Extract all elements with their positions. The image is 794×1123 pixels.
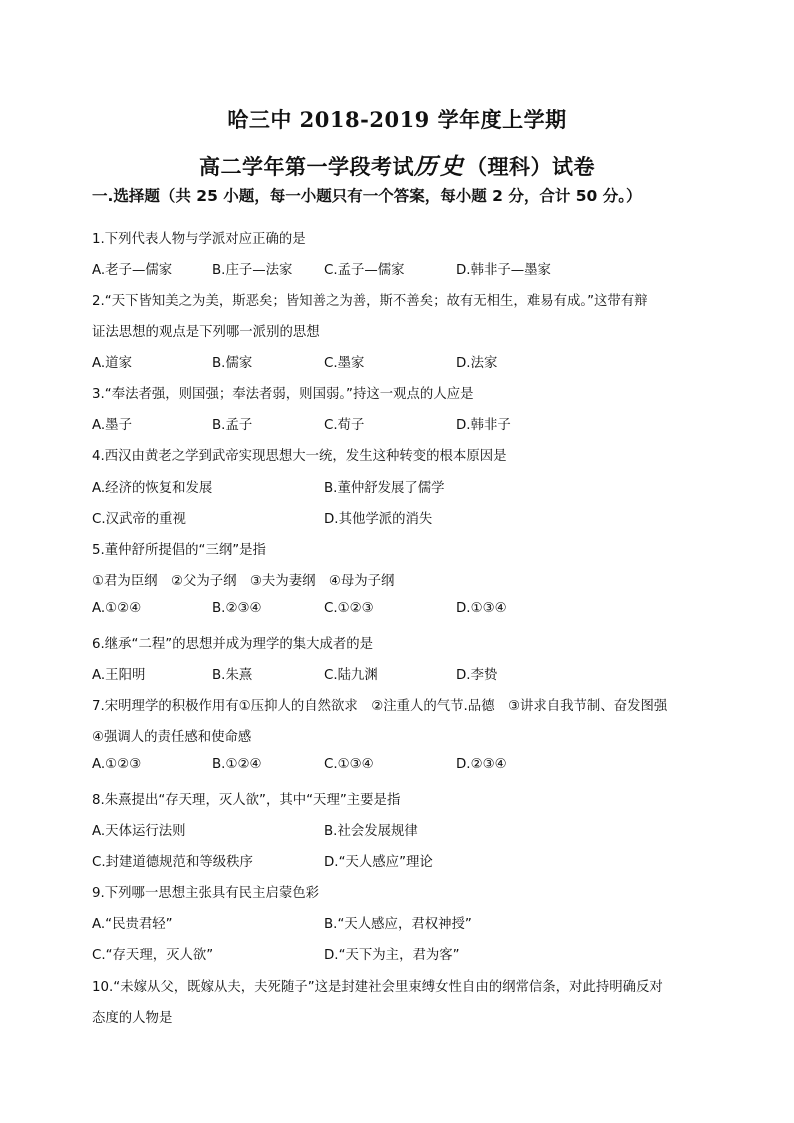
question-6-option-d: D.李贽 xyxy=(456,668,498,683)
question-5-items: ①君为臣纲 ②父为子纲 ③夫为妻纲 ④母为子纲 xyxy=(92,574,395,589)
question-7-stem: 7.宋明理学的积极作用有①压抑人的自然欲求 ②注重人的气节.品德 ③讲求自我节制、奋发图强 xyxy=(92,699,668,714)
question-9-option-c: C.“存天理，灭人欲” xyxy=(92,948,214,963)
question-4-option-a: A.经济的恢复和发展 xyxy=(92,481,213,496)
question-3-option-a: A.墨子 xyxy=(92,418,132,433)
exam-title-suffix: （理科）试卷 xyxy=(466,154,595,179)
question-9-option-b: B.“天人感应，君权神授” xyxy=(324,917,472,932)
question-10-stem: 10.“未嫁从父，既嫁从夫，夫死随子”这是封建社会里束缚女性自由的纲常信条，对此持明确反对 xyxy=(92,980,663,995)
question-5-option-b: B.②③④ xyxy=(212,601,262,616)
question-8-option-d: D.“天人感应”理论 xyxy=(324,855,433,870)
question-3-stem: 3.“奉法者强，则国强；奉法者弱，则国弱。”持这一观点的人应是 xyxy=(92,387,474,402)
question-9-option-a: A.“民贵君轻” xyxy=(92,917,173,932)
section-heading: 一.选择题（共 25 小题，每一小题只有一个答案，每小题 2 分，合计 50 分。） xyxy=(92,187,642,205)
question-1-stem: 1.下列代表人物与学派对应正确的是 xyxy=(92,232,306,247)
question-1-option-a: A.老子—儒家 xyxy=(92,263,173,278)
question-2-option-a: A.道家 xyxy=(92,356,132,371)
question-1-option-b: B.庄子—法家 xyxy=(212,263,293,278)
question-7-stem-cont: ④强调人的责任感和使命感 xyxy=(92,730,252,745)
question-7-option-c: C.①③④ xyxy=(324,757,374,772)
question-2-stem: 2.“天下皆知美之为美，斯恶矣；皆知善之为善，斯不善矣；故有无相生，难易有成。”这带有辩 xyxy=(92,294,648,309)
question-4-option-c: C.汉武帝的重视 xyxy=(92,512,186,527)
question-5-option-a: A.①②④ xyxy=(92,601,142,616)
question-9-stem: 9.下列哪一思想主张具有民主启蒙色彩 xyxy=(92,886,320,901)
question-7-option-d: D.②③④ xyxy=(456,757,507,772)
question-10-stem-cont: 态度的人物是 xyxy=(92,1011,173,1026)
question-5-stem: 5.董仲舒所提倡的“三纲”是指 xyxy=(92,543,266,558)
question-4-option-b: B.董仲舒发展了儒学 xyxy=(324,481,445,496)
question-6-option-b: B.朱熹 xyxy=(212,668,253,683)
question-5-option-d: D.①③④ xyxy=(456,601,507,616)
question-4-option-d: D.其他学派的消失 xyxy=(324,512,433,527)
question-3-option-c: C.荀子 xyxy=(324,418,365,433)
question-6-stem: 6.继承“二程”的思想并成为理学的集大成者的是 xyxy=(92,637,374,652)
question-8-option-b: B.社会发展规律 xyxy=(324,824,418,839)
question-1-option-d: D.韩非子—墨家 xyxy=(456,263,551,278)
question-1-option-c: C.孟子—儒家 xyxy=(324,263,405,278)
question-9-option-d: D.“天下为主，君为客” xyxy=(324,948,460,963)
question-6-option-a: A.王阳明 xyxy=(92,668,146,683)
question-6-option-c: C.陆九渊 xyxy=(324,668,378,683)
question-5-option-c: C.①②③ xyxy=(324,601,374,616)
exam-title-prefix: 高二学年第一学段考试 xyxy=(199,154,414,179)
question-2-stem-cont: 证法思想的观点是下列哪一派别的思想 xyxy=(92,325,320,340)
exam-title-line1: 哈三中 2018-2019 学年度上学期 xyxy=(227,107,567,132)
question-2-option-d: D.法家 xyxy=(456,356,498,371)
exam-subject: 历史 xyxy=(414,153,466,180)
question-2-option-b: B.儒家 xyxy=(212,356,253,371)
question-7-option-b: B.①②④ xyxy=(212,757,262,772)
question-2-option-c: C.墨家 xyxy=(324,356,365,371)
exam-title-line2 xyxy=(0,148,794,181)
question-7-option-a: A.①②③ xyxy=(92,757,142,772)
question-8-option-c: C.封建道德规范和等级秩序 xyxy=(92,855,253,870)
question-8-stem: 8.朱熹提出“存天理，灭人欲”，其中“天理”主要是指 xyxy=(92,793,401,808)
question-8-option-a: A.天体运行法则 xyxy=(92,824,186,839)
question-3-option-b: B.孟子 xyxy=(212,418,253,433)
question-4-stem: 4.西汉由黄老之学到武帝实现思想大一统，发生这种转变的根本原因是 xyxy=(92,449,507,464)
question-3-option-d: D.韩非子 xyxy=(456,418,511,433)
